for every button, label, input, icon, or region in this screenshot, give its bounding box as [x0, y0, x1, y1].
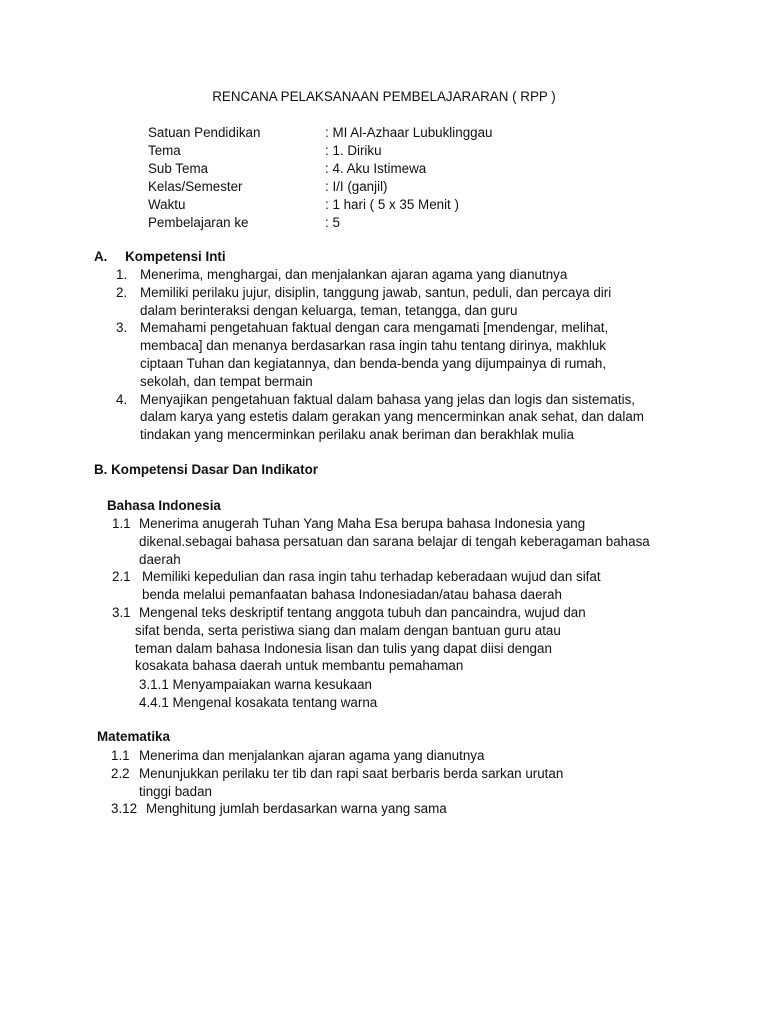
item-text — [139, 800, 563, 818]
item-text-line: ciptaan Tuhan dan kegiatannya, dan benda-benda yang dijumpainya di rumah, — [140, 355, 607, 371]
item-text-line: sekolah, dan tempat bermain — [140, 373, 313, 389]
item-text-line: Memiliki perilaku jujur, disiplin, tanggung jawab, santun, peduli, dan percaya diri — [140, 284, 612, 300]
list-item — [111, 747, 563, 765]
item-text — [139, 568, 650, 604]
identity-row — [148, 142, 548, 160]
list-item — [112, 568, 650, 604]
item-text-line: Mengenal teks deskriptif tentang anggota tubuh dan pancaindra, wujud dan — [139, 604, 586, 620]
item-text-line: membaca] dan menanya berdasarkan rasa ingin tahu tentang dirinya, makhluk — [140, 338, 606, 354]
list-item — [116, 391, 644, 444]
identity-row — [148, 160, 548, 178]
item-text-line: dalam karya yang estetis dalam gerakan yang mencerminkan anak sehat, dan dalam — [140, 409, 644, 425]
item-number: 2. — [116, 284, 128, 300]
matematika-heading: Matematika — [97, 729, 170, 744]
item-text — [139, 515, 650, 568]
matematika-list — [111, 747, 563, 818]
item-text — [135, 604, 650, 675]
section-a-heading — [94, 248, 226, 266]
item-text-line: Menerima anugerah Tuhan Yang Maha Esa berupa bahasa Indonesia yang — [139, 516, 586, 531]
list-item — [111, 765, 563, 801]
identity-row — [148, 196, 548, 214]
item-text — [140, 391, 644, 444]
identity-label: Kelas/Semester — [148, 179, 243, 194]
indicator-item: 4.4.1 Mengenal kosakata tentang warna — [139, 694, 378, 710]
item-number: 2.1 — [112, 569, 131, 585]
list-item — [112, 604, 650, 675]
identity-row — [148, 214, 548, 232]
section-b-heading: B. Kompetensi Dasar Dan Indikator — [94, 462, 318, 477]
item-text — [140, 266, 644, 284]
item-text-line: Memiliki kepedulian dan rasa ingin tahu terhadap keberadaan wujud dan sifat — [142, 569, 601, 585]
item-text-line: tinggi badan — [139, 783, 212, 799]
item-text-line: dikenal.sebagai bahasa persatuan dan sarana belajar di tengah keberagaman bahasa — [139, 533, 650, 549]
bahasa-indonesia-list — [112, 515, 650, 675]
identity-table — [148, 124, 548, 232]
section-a-letter: A. — [94, 249, 108, 264]
item-text-line: Memahami pengetahuan faktual dengan cara mengamati [mendengar, melihat, — [140, 320, 609, 336]
list-item — [116, 266, 644, 284]
item-text-line: kosakata bahasa daerah untuk membantu pemahaman — [135, 658, 464, 674]
item-text-line: Menunjukkan perilaku ter tib dan rapi saat berbaris berda sarkan urutan — [139, 765, 564, 781]
item-number: 1.1 — [112, 516, 131, 531]
identity-value: : I/I (ganjil) — [325, 179, 388, 194]
item-number: 3. — [116, 320, 128, 336]
item-text-line: sifat benda, serta peristiwa siang dan malam dengan bantuan guru atau — [135, 622, 561, 638]
item-text — [139, 747, 563, 765]
item-text-line: Menerima dan menjalankan ajaran agama yang dianutnya — [139, 748, 485, 763]
list-item — [111, 800, 563, 818]
item-text — [139, 765, 563, 801]
item-text-line: Menghitung jumlah berdasarkan warna yang sama — [146, 801, 447, 817]
item-text-line: daerah — [139, 551, 181, 567]
identity-label: Tema — [148, 143, 181, 158]
identity-row — [148, 124, 548, 142]
bahasa-indonesia-heading: Bahasa Indonesia — [107, 498, 221, 513]
item-text — [140, 319, 644, 390]
item-text — [140, 284, 644, 320]
kompetensi-inti-list — [116, 266, 644, 444]
indicator-item: 3.1.1 Menyampaiakan warna kesukaan — [139, 677, 372, 692]
identity-value: : 1. Diriku — [325, 143, 382, 158]
item-text-line: teman dalam bahasa Indonesia lisan dan tulis yang dapat diisi dengan — [135, 640, 552, 656]
document-title: RENCANA PELAKSANAAN PEMBELAJARARAN ( RPP ) — [212, 89, 556, 104]
item-text-line: Menyajikan pengetahuan faktual dalam bahasa yang jelas dan logis dan sistematis, — [140, 391, 636, 407]
item-text-line: benda melalui pemanfaatan bahasa Indonesiadan/atau bahasa daerah — [142, 587, 562, 603]
section-a-title: Kompetensi Inti — [125, 249, 226, 264]
item-text-line: dalam berinteraksi dengan keluarga, teman, tetangga, dan guru — [140, 302, 518, 318]
identity-label: Satuan Pendidikan — [148, 125, 261, 140]
identity-value: : 4. Aku Istimewa — [325, 161, 427, 176]
identity-value: : 1 hari ( 5 x 35 Menit ) — [325, 197, 459, 212]
identity-label: Sub Tema — [148, 161, 209, 176]
item-number: 1. — [116, 267, 128, 282]
item-number: 3.1 — [112, 604, 131, 620]
list-item — [112, 515, 650, 568]
item-text-line: tindakan yang mencerminkan perilaku anak beriman dan berakhlak mulia — [140, 427, 574, 443]
identity-row — [148, 178, 548, 196]
identity-value: : 5 — [325, 215, 340, 230]
identity-value: : MI Al-Azhaar Lubuklinggau — [325, 125, 493, 140]
item-number: 2.2 — [111, 765, 130, 781]
indicator-list — [139, 676, 377, 712]
item-text-line: Menerima, menghargai, dan menjalankan ajaran agama yang dianutnya — [140, 267, 568, 282]
identity-label: Pembelajaran ke — [148, 215, 249, 230]
identity-label: Waktu — [148, 197, 186, 212]
list-item — [116, 319, 644, 390]
item-number: 1.1 — [111, 748, 130, 763]
item-number: 3.12 — [111, 801, 138, 817]
list-item — [116, 284, 644, 320]
item-number: 4. — [116, 391, 128, 407]
